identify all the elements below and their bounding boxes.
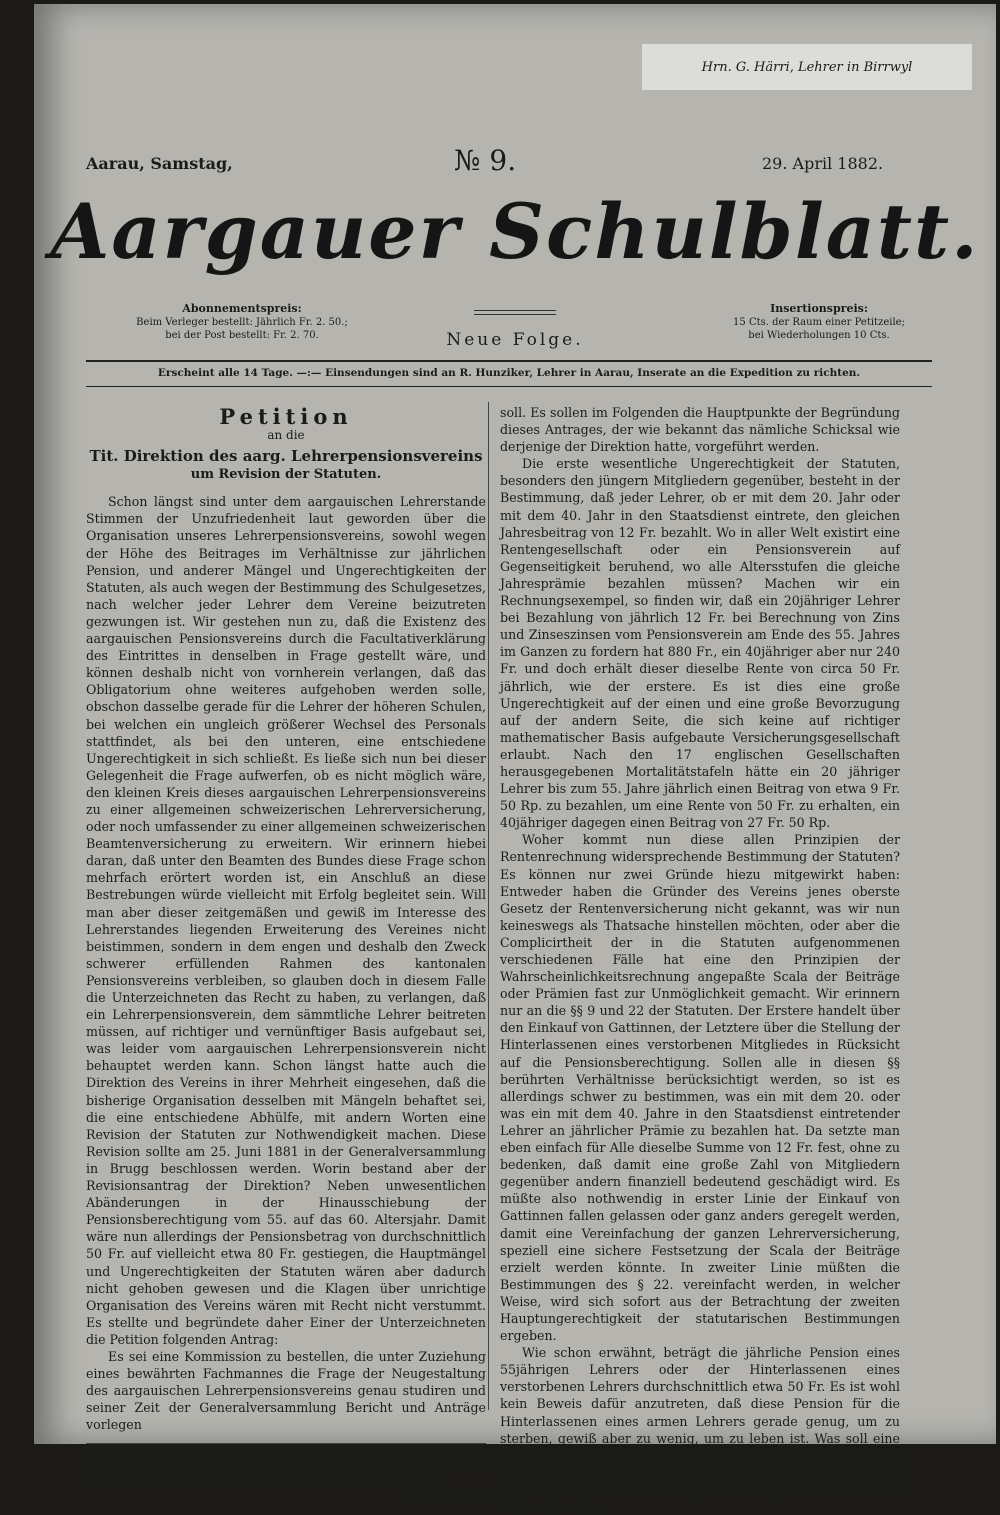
insertion-line1: 15 Cts. der Raum einer Petitzeile; [733, 317, 905, 328]
address-label: Hrn. G. Härri, Lehrer in Birrwyl [642, 44, 972, 90]
masthead-title: Aargauer Schulblatt. [50, 187, 980, 276]
article-subtitle: Tit. Direktion des aarg. Lehrerpensionsvereins [89, 447, 483, 466]
ornament-rule [474, 310, 556, 315]
article-subtitle-2: um Revision der Statuten. [190, 467, 382, 483]
footnote-divider [86, 1443, 486, 1444]
footnote-signature: Die Redaktion. [407, 1489, 486, 1502]
footnote: Anmerkung. Obschon diese Petition einem Theil unserer Leser bekannt sein wird, nehmen wir sie in's Schulblatt auf, weil bereits eine Erwiderung auf dieselbe vorliegt, die wir in nächster Nummer bringen werden. [86, 1448, 486, 1487]
article-an-die: an die [267, 428, 305, 443]
left-column [86, 404, 486, 1505]
issue-number: № 9. [454, 144, 517, 177]
place-day: Aarau, Samstag, [86, 154, 233, 173]
newspaper-page [34, 4, 996, 1514]
subscription-line2: bei der Post bestellt: Fr. 2. 70. [165, 330, 319, 341]
paragraph: Schon längst sind unter dem aargauischen Lehrerstande Stimmen der Unzufriedenheit laut geworden über die Organisation unseres Lehrerpensionsvereins, sowohl wegen der Höhe des Beitrages im Verhältnisse zur jährlichen Pension, und anderer Mängel und Ungerechtigkeiten der Statuten, als auch wegen der Bestimmung des Schulgesetzes, nach welcher jeder Lehrer dem Vereine beizutreten gezwungen ist. Wir gestehen nun zu, daß die Existenz des aargauischen Pensionsvereins durch die Facultativerklärung des Eintrittes in denselben in Frage gestellt wäre, und können deshalb nicht von vornherein verlangen, daß das Obligatorium ohne weiteres aufgehoben werden solle, obschon dasselbe gerade für die Lehrer der höheren Schulen, bei welchen ein ungleich größerer Wechsel des Personals stattfindet, als bei den unteren, eine entschiedene Ungerechtigkeit in sich schließt. Es ließe sich nun bei dieser Gelegenheit die Frage aufwerfen, ob es nicht möglich wäre, den kleinen Kreis dieses aargauischen Lehrerpensionsvereins zu einer allgemeinen schweizerischen Lehrerversicherung, oder noch umfassender zu einer allgemeinen schweizerischen Beamtenversicherung zu erweitern. Wir erinnern hiebei daran, daß unter den Beamten des Bundes diese Frage schon mehrfach erörtert worden ist, ein Anschluß an diese Bestrebungen würde vielleicht mit Erfolg begleitet sein. Will man aber dieser zeitgemäßen und gewiß im Interesse des Lehrerstandes liegenden Erweiterung des Vereines nicht beistimmen, sondern in dem engen und deshalb den Zweck schwerer erfüllenden Rahmen des kantonalen Pensionsvereins verbleiben, so glauben doch in diesem Falle die Unterzeichneten das Recht zu haben, zu verlangen, daß ein Lehrerpensionsverein, dem sämmtliche Lehrer beitreten müssen, auf richtiger und vernünftiger Basis aufgebaut sei, was leider vom aargauischen Lehrerpensionsverein nicht behauptet werden kann. Schon längst hatte auch die Direktion des Vereins in ihrer Mehrheit eingesehen, daß die bisherige Organisation desselben mit Mängeln behaftet sei, die eine entschiedene Abhülfe, mit andern Worten eine Revision der Statuten zur Nothwendigkeit machen. Diese Revision sollte am 25. Juni 1881 in der Generalversammlung in Brugg beschlossen werden. Worin bestand aber der Revisionsantrag der Direktion? Neben unwesentlichen Abänderungen in der Hinausschiebung der Pensionsberechtigung vom 55. auf das 60. Altersjahr. Damit wäre nun allerdings der Pensionsbetrag von durchschnittlich 50 Fr. auf vielleicht etwa 80 Fr. gestiegen, die Hauptmängel und Ungerechtigkeiten der Statuten wären aber dadurch nicht gehoben gewesen und die Klagen über unrichtige Organisation des Vereins wären mit Recht nicht verstummt. Es stellte und begründete daher Einer der Unterzeichneten die Petition folgenden Antrag: [86, 494, 486, 1347]
insertion-line2: bei Wiederholungen 10 Cts. [748, 330, 890, 341]
article-title: Petition [219, 404, 353, 429]
right-column [500, 404, 900, 1515]
paragraph: Die erste wesentliche Ungerechtigkeit der Statuten, besonders den jüngern Mitgliedern gegenüber, besteht in der Bestimmung, daß jeder Lehrer, ob er mit dem 20. Jahr oder mit dem 40. Jahr in den Staatsdienst eintrete, den gleichen Jahresbeitrag von 12 Fr. bezahlt. Wo in aller Welt existirt eine Rentengesellschaft oder ein Pensionsverein auf Gegenseitigkeit beruhend, wo alle Altersstufen die gleiche Jahresprämie bezahlen müssen? Machen wir ein Rechnungsexempel, so finden wir, daß ein 20jähriger Lehrer bei Bezahlung von jährlich 12 Fr. bei Berechnung von Zins und Zinseszinsen vom Pensionsverein am Ende des 55. Jahres im Ganzen zu fordern hat 880 Fr., ein 40jähriger aber nur 240 Fr. und doch erhält dieser dieselbe Rente von circa 50 Fr. jährlich, wie der erstere. Es ist dies eine große Ungerechtigkeit auf der einen und eine große Bevorzugung auf der andern Seite, die sich keine auf richtiger mathematischer Basis aufgebaute Versicherungsgesellschaft erlaubt. Nach den 17 englischen Gesellschaften herausgegebenen Mortalitätstafeln hätte ein 20 jähriger Lehrer bis zum 55. Jahre jährlich einen Beitrag von etwa 9 Fr. 50 Rp. zu bezahlen, um eine Rente von 50 Fr. zu erhalten, ein 40jähriger dagegen einen Beitrag von 27 Fr. 50 Rp. [500, 456, 900, 831]
series-label: Neue Folge. [446, 330, 584, 350]
column-divider [488, 402, 489, 1410]
paragraph: Es sei eine Kommission zu bestellen, die unter Zuziehung eines bewährten Fachmannes die Frage der Neugestaltung des aargauischen Lehrerpensionsvereins genau studiren und seiner Zeit der Generalversammlung Bericht und Anträge vorlegen [86, 1348, 486, 1433]
insertion-title: Insertionspreis: [770, 302, 868, 315]
info-strip: Erscheint alle 14 Tage. —:— Einsendungen sind an R. Hunziker, Lehrer in Aarau, Inserate an die Expedition zu richten. [157, 367, 861, 379]
subscription-line1: Beim Verleger bestellt: Jährlich Fr. 2. 50.; [136, 317, 348, 328]
subscription-title: Abonnementspreis: [182, 302, 302, 315]
insertion-price [694, 302, 944, 342]
paragraph: soll. Es sollen im Folgenden die Hauptpunkte der Begründung dieses Antrages, der wie bekannt das nämliche Schicksal wie derjenige der Direktion hatte, vorgeführt werden. [500, 405, 900, 455]
paragraph: Woher kommt nun diese allen Prinzipien der Rentenrechnung widersprechende Bestimmung der Statuten? Es können nur zwei Gründe hiezu mitgewirkt haben: Entweder haben die Gründer des Vereins jenes oberste Gesetz der Rentenversicherung nicht gekannt, was wir nun keineswegs als Thatsache hinstellen möchten, oder aber die Complicirtheit der in die Statuten aufgenommenen verschiedenen Fälle hat eine den Prinzipien der Wahrscheinlichkeitsrechnung angepaßte Scala der Beiträge oder Prämien fast zur Unmöglichkeit gemacht. Wir erinnern nur an die §§ 9 und 22 der Statuten. Der Erstere handelt über den Einkauf von Gattinnen, der Letztere über die Stellung der Hinterlassenen eines verstorbenen Mitgliedes in Rücksicht auf die Pensionsberechtigung. Sollen alle in diesen §§ berührten Verhältnisse berücksichtigt werden, so ist es allerdings schwer zu bestimmen, was ein mit dem 20. oder was ein mit dem 40. Jahre in den Staatsdienst eintretender Lehrer an jährlicher Prämie zu bezahlen hat. Da setzte man eben einfach für Alle dieselbe Summe von 12 Fr. fest, ohne zu bedenken, daß damit eine große Zahl von Mitgliedern gegenüber andern finanziell bedeutend geschädigt wird. Es müßte also nothwendig in erster Linie der Einkauf von Gattinnen fallen gelassen oder ganz anders geregelt werden, damit eine Vereinfachung der ganzen Lehrerversicherung, speziell eine sichere Festsetzung der Scala der Beiträge erzielt werden könnte. In zweiter Linie müßten die Bestimmungen des § 22. vereinfacht werden, in welcher Weise, wird sich sofort aus der Betrachtung der zweiten Hauptungerechtigkeit der statutarischen Bestimmungen ergeben. [500, 832, 900, 1344]
issue-date: 29. April 1882. [762, 154, 884, 173]
paragraph: Wie schon erwähnt, beträgt die jährliche Pension eines 55jährigen Lehrers oder der Hinterlassenen eines verstorbenen Lehrers durchschnittlich etwa 50 Fr. Es ist wohl kein Beweis dafür anzutreten, daß diese Pension für die Hinterlassenen eines armen Lehrers gerade genug, um zu sterben, gewiß aber zu wenig, um zu leben ist. Was soll eine Wittwe mit 4—6 Kindern, ja nur mit zweien oder einem, mit einer Pension von 50 Fr. anfangen? Und daß unsere Lehrer in der Regel ohne Hinterlassung von Vermögen sterben, dafür ist genügend ge- [500, 1345, 900, 1514]
divider-bottom [86, 386, 932, 387]
divider-top [86, 360, 932, 362]
